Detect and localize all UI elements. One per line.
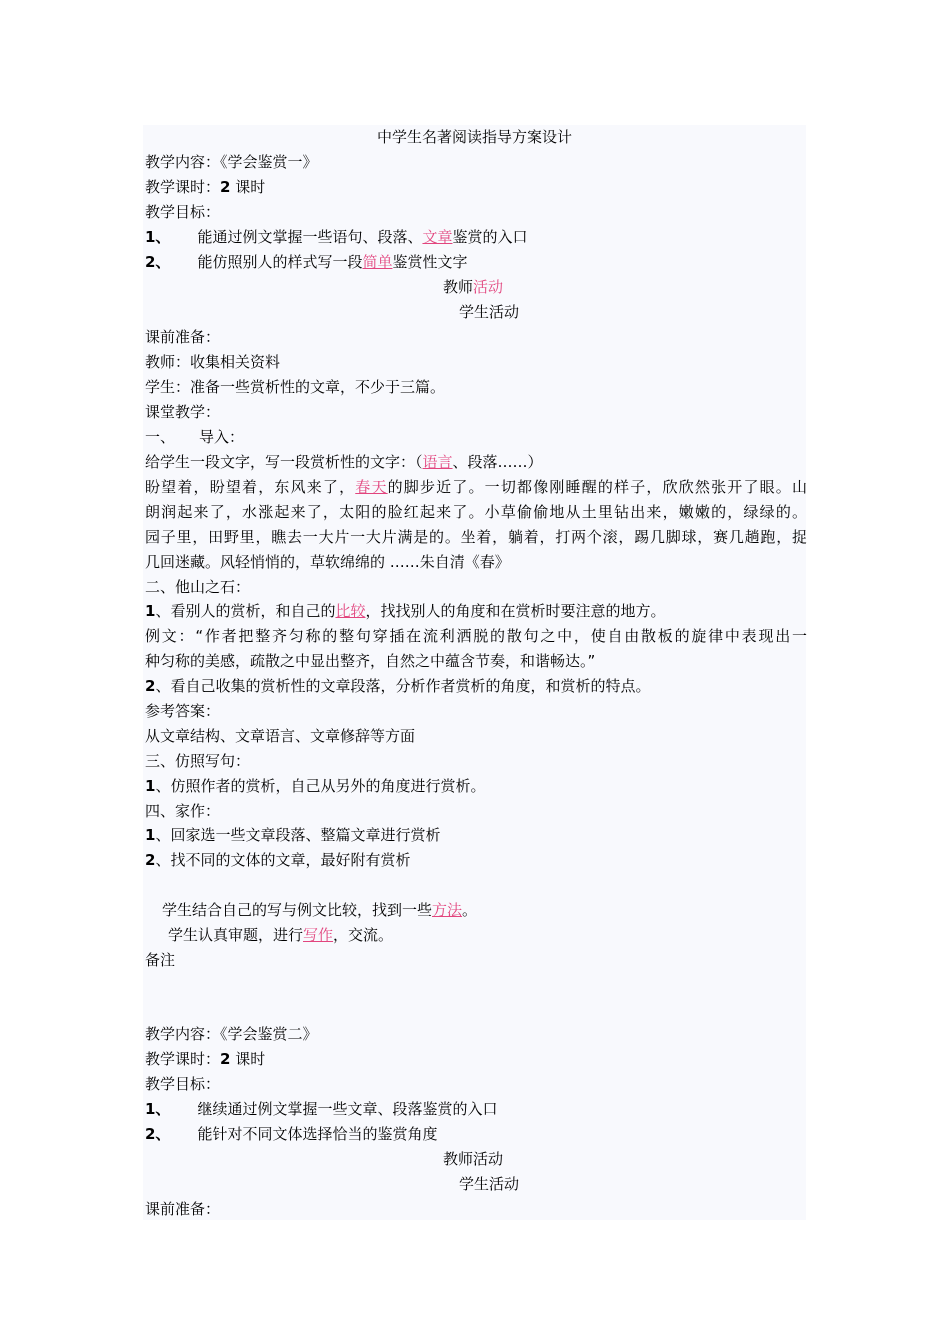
student-note-2: 学生认真审题，进行写作，交流。 <box>168 926 394 944</box>
link-jiandan[interactable]: 简单 <box>362 253 393 271</box>
lesson1-goal-2: 2、 能仿照别人的样式写一段简单鉴赏性文字 <box>145 253 468 271</box>
section-2-item-1: 1、看别人的赏析，和自己的比较，找找别人的角度和在赏析时要注意的地方。 <box>145 602 666 620</box>
section-1-heading: 一、 导入： <box>145 428 245 446</box>
answer-label: 参考答案： <box>145 702 221 720</box>
lesson1-prep-teacher: 教师：收集相关资料 <box>145 353 281 371</box>
passage-line-3: 园子里，田野里，瞧去一大片一大片满是的。坐着，躺着，打两个滚，踢几脚球，赛几趟跑，捉 <box>145 528 807 546</box>
example-line-2: 种匀称的美感，疏散之中显出整齐，自然之中蕴含节奏，和谐畅达。” <box>145 652 596 670</box>
passage-line-1: 盼望着，盼望着，东风来了，春天的脚步近了。一切都像刚睡醒的样子，欣欣然张开了眼。山 <box>145 478 807 496</box>
lesson2-goal-2: 2、 能针对不同文体选择恰当的鉴赏角度 <box>145 1125 438 1143</box>
lesson1-content: 教学内容：《学会鉴赏一》 <box>145 153 318 171</box>
answer-text: 从文章结构、文章语言、文章修辞等方面 <box>145 727 416 745</box>
lesson1-hours: 教学课时：2 课时 <box>145 178 266 196</box>
student-note-1: 学生结合自己的写与例文比较，找到一些方法。 <box>162 901 478 919</box>
lesson1-prep-student: 学生：准备一些赏析性的文章，不少于三篇。 <box>145 378 446 396</box>
link-yuyan[interactable]: 语言 <box>422 453 453 471</box>
example-line-1: 例文：“作者把整齐匀称的整句穿插在流利洒脱的散句之中，使自由散板的旋律中表现出一 <box>145 627 807 645</box>
lesson2-student-activity: 学生活动 <box>459 1175 520 1193</box>
lesson2-prep-label: 课前准备： <box>145 1200 221 1218</box>
link-wenzhang[interactable]: 文章 <box>422 228 453 246</box>
link-chuntian[interactable]: 春天 <box>355 478 388 496</box>
link-bijiao[interactable]: 比较 <box>335 602 366 620</box>
lesson1-class-label: 课堂教学： <box>145 403 221 421</box>
lesson1-goal-1: 1、 能通过例文掌握一些语句、段落、文章鉴赏的入口 <box>145 228 528 246</box>
lesson2-teacher-activity: 教师活动 <box>443 1150 504 1168</box>
passage-line-4: 几回迷藏。风轻悄悄的，草软绵绵的 ……朱自清《春》 <box>145 553 510 571</box>
lesson2-content: 教学内容：《学会鉴赏二》 <box>145 1025 318 1043</box>
section-3-item-1: 1、仿照作者的赏析，自己从另外的角度进行赏析。 <box>145 777 486 795</box>
link-xiezuo[interactable]: 写作 <box>303 926 334 944</box>
section-2-item-2: 2、看自己收集的赏析性的文章段落，分析作者赏析的角度，和赏析的特点。 <box>145 677 651 695</box>
section-4-item-2: 2、找不同的文体的文章，最好附有赏析 <box>145 851 411 869</box>
section-1-task: 给学生一段文字，写一段赏析性的文字：（语言、段落……） <box>145 453 543 471</box>
link-fangfa[interactable]: 方法 <box>432 901 463 919</box>
lesson2-hours: 教学课时：2 课时 <box>145 1050 266 1068</box>
lesson2-goal-1: 1、 继续通过例文掌握一些文章、段落鉴赏的入口 <box>145 1100 498 1118</box>
link-huodong[interactable]: 活动 <box>473 278 504 296</box>
section-2-heading: 二、他山之石： <box>145 578 251 596</box>
section-4-item-1: 1、回家选一些文章段落、整篇文章进行赏析 <box>145 826 441 844</box>
lesson1-student-activity: 学生活动 <box>459 303 520 321</box>
lesson1-goals-label: 教学目标： <box>145 203 221 221</box>
section-4-heading: 四、家作： <box>145 802 221 820</box>
section-3-heading: 三、仿照写句： <box>145 752 251 770</box>
lesson2-goals-label: 教学目标： <box>145 1075 221 1093</box>
remark-label: 备注 <box>145 951 176 969</box>
page-title: 中学生名著阅读指导方案设计 <box>376 128 572 146</box>
lesson1-prep-label: 课前准备： <box>145 328 221 346</box>
passage-line-2: 朗润起来了，水涨起来了，太阳的脸红起来了。小草偷偷地从土里钻出来，嫩嫩的，绿绿的。 <box>145 503 807 521</box>
lesson1-teacher-activity: 教师活动 <box>443 278 504 296</box>
